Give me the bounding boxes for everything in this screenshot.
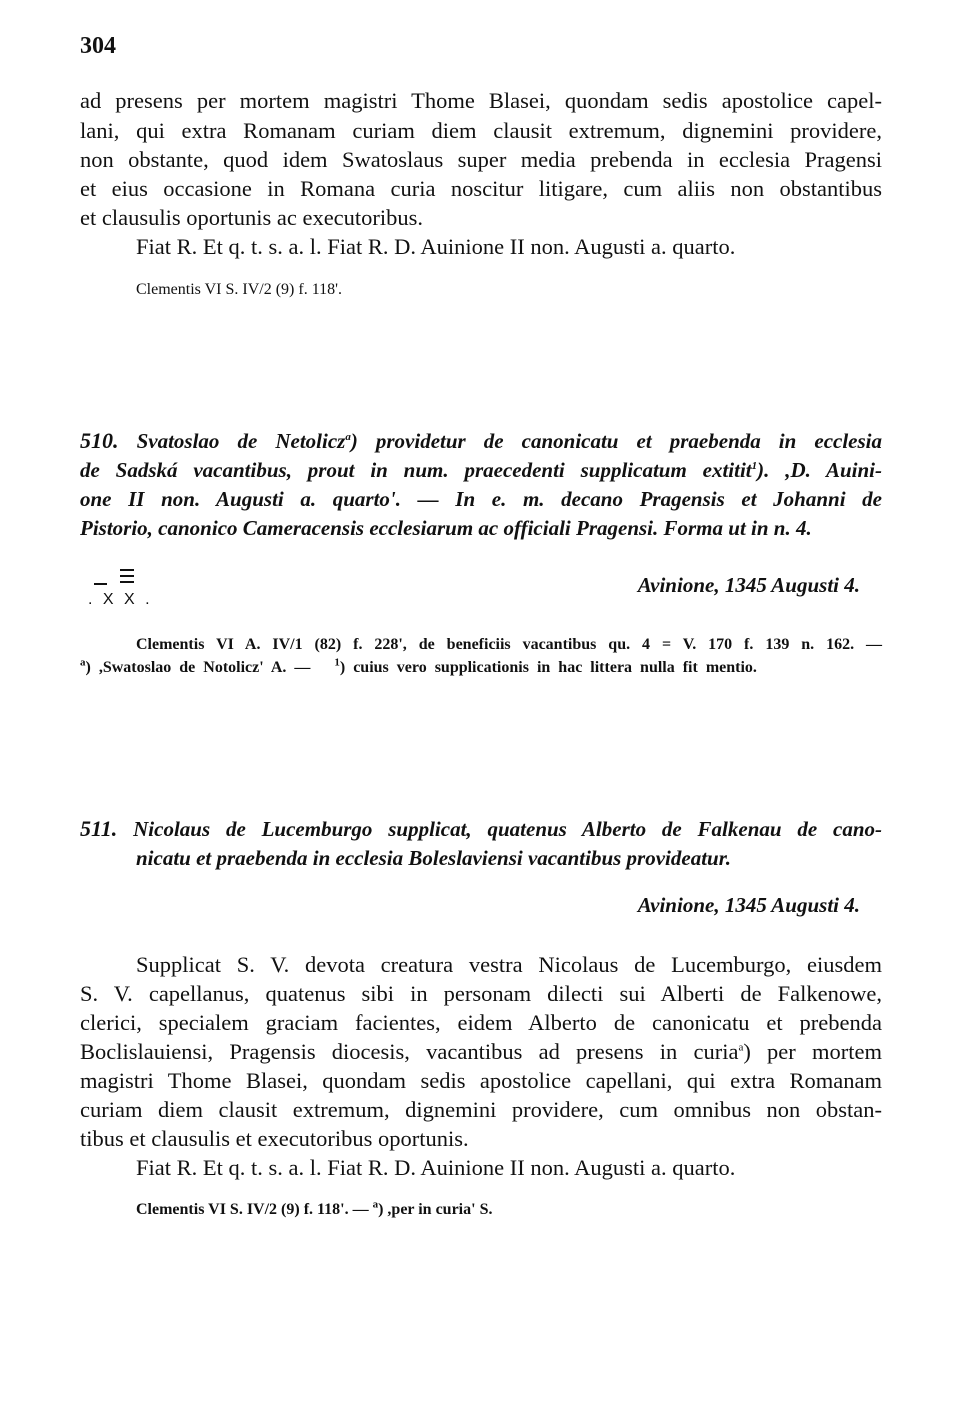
doc-510-headline-line-1: 510. Svatoslao de Netolicz$^a$) providetur de canonicatu et praebenda in ecclesia [80,428,882,453]
text-line: et eius occasione in Romana curia noscitur litigare, cum aliis non obstantibus [80,176,882,201]
page-number: 304 [80,33,116,59]
doc-510-date: Avinione, 1345 Augusti 4. [637,573,860,597]
text-line: S. V. capellanus, quatenus sibi in personam dilecti sui Alberti de Falkenowe, [80,981,882,1006]
text-line: Boclislauiensi, Pragensis diocesis, vacantibus ad presens in curia$^a$) per mortem [80,1039,882,1064]
footnote-marker: 1 [751,460,758,472]
doc-510-footnotes: $^a$) ,Swatoslao de Notolicz' A. — $^1$) cuius vero supplicationis in hac littera nulla fit mentio. [80,656,757,676]
text-line: lani, qui extra Romanam curiam diem clausit extremum, dignemini providere, [80,118,882,143]
doc-510-headline-line-2: de Sadská vacantibus, prout in num. praecedenti supplicatum extitit$^1$). ,D. Auini- [80,458,882,482]
text-line: ad presens per mortem magistri Thome Blasei, quondam sedis apostolice capel- [80,88,882,113]
doc-511-headline-line-2: nicatu et praebenda in ecclesia Boleslaviensi vacantibus provideatur. [136,846,731,870]
doc-511-headline-line-1: 511. Nicolaus de Lucemburgo supplicat, quatenus Alberto de Falkenau de cano- [80,816,883,841]
footnote-marker: a [738,1041,744,1054]
doc-511-source: Clementis VI S. IV/2 (9) f. 118'. — $^a$) ,per in curia' S. [136,1198,493,1218]
text-line: clerici, specialem graciam facientes, eidem Alberto de canonicatu et prebenda [80,1010,882,1035]
text-line: curiam diem clausit extremum, dignemini providere, cum omnibus non obstan- [80,1097,882,1122]
fiat-line: Fiat R. Et q. t. s. a. l. Fiat R. D. Auinione II non. Augusti a. quarto. [136,234,736,259]
doc-510-headline-line-4: Pistorio, canonico Cameracensis ecclesiarum ac officiali Pragensi. Forma ut in n. 4. [80,516,812,540]
text-line: non obstante, quod idem Swatoslaus super media prebenda in ecclesia Pragensi [80,147,882,172]
doc-510-number: 510. [80,428,119,453]
text-line: Supplicat S. V. devota creatura vestra Nicolaus de Lucemburgo, eiusdem [136,952,882,977]
doc-511-date: Avinione, 1345 Augusti 4. [637,893,860,917]
numeral-text: . X X . [88,591,153,608]
text-line: magistri Thome Blasei, quondam sedis apostolice capellani, qui extra Romanam [80,1068,882,1093]
fiat-line: Fiat R. Et q. t. s. a. l. Fiat R. D. Auinione II non. Augusti a. quarto. [136,1155,736,1180]
text-line: tibus et clausulis et executoribus oportunis. [80,1126,469,1151]
doc-510-source: Clementis VI A. IV/1 (82) f. 228', de beneficiis vacantibus qu. 4 = V. 170 f. 139 n. 162. — [136,636,882,653]
footnote-marker: a [345,431,351,443]
text-line: et clausulis oportunis ac executoribus. [80,205,424,230]
doc-510-headline-line-3: one II non. Augusti a. quarto'. — In e. m. decano Pragensis et Johanni de [80,487,882,511]
doc-511-number: 511. [80,816,118,841]
source-reference: Clementis VI S. IV/2 (9) f. 118'. [136,281,342,298]
